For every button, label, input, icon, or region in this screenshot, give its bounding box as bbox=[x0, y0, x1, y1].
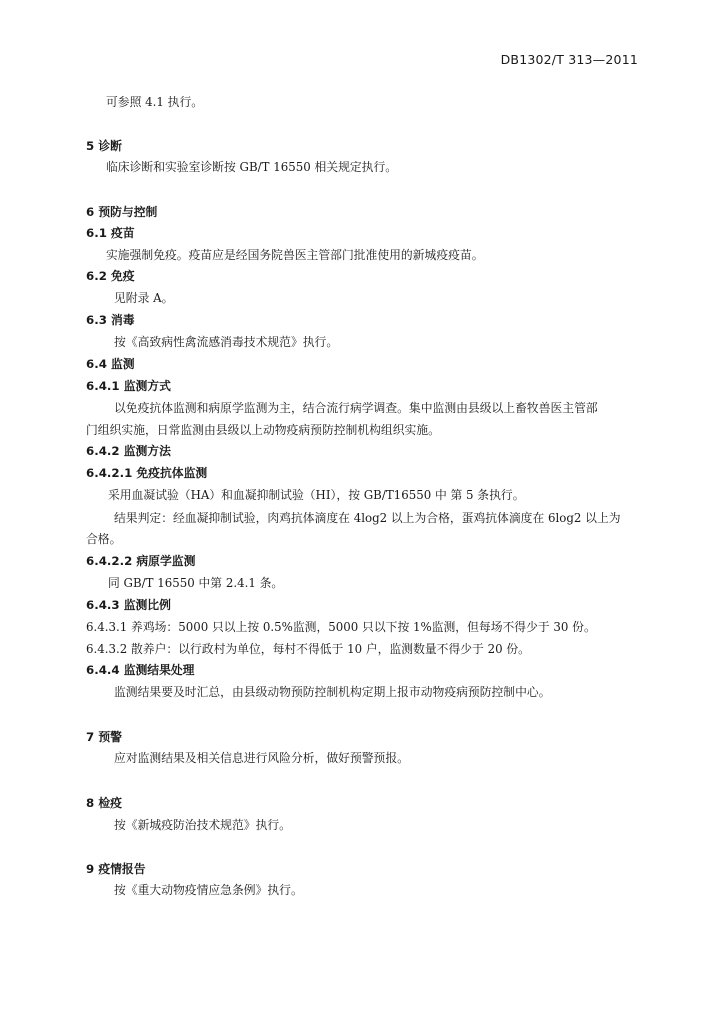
body-text: 按《新城疫防治技术规范》执行。 bbox=[114, 818, 291, 832]
subsection-heading: 6.4.1 监测方式 bbox=[86, 379, 171, 393]
body-text: 6.4.3.1 养鸡场：5000 只以上按 0.5%监测，5000 只以下按 1%监测，但每场不得少于 30 份。 bbox=[86, 620, 596, 634]
subsection-heading: 6.4.2.2 病原学监测 bbox=[86, 554, 196, 568]
body-text: 合格。 bbox=[86, 532, 122, 546]
body-text: 以免疫抗体监测和病原学监测为主，结合流行病学调查。集中监测由县级以上畜牧兽医主管部 bbox=[114, 401, 598, 415]
subsection-heading: 6.3 消毒 bbox=[86, 313, 135, 327]
section-heading: 7 预警 bbox=[86, 730, 122, 744]
body-text: 6.4.3.2 散养户：以行政村为单位，每村不得低于 10 户，监测数量不得少于 20 份。 bbox=[86, 642, 530, 656]
subsection-heading: 6.4.3 监测比例 bbox=[86, 598, 171, 612]
body-text: 临床诊断和实验室诊断按 GB/T 16550 相关规定执行。 bbox=[106, 160, 398, 174]
subsection-heading: 6.4.2 监测方法 bbox=[86, 444, 171, 458]
body-text: 按《高致病性禽流感消毒技术规范》执行。 bbox=[114, 335, 339, 349]
body-text: 见附录 A。 bbox=[114, 291, 174, 305]
body-text: 应对监测结果及相关信息进行风险分析，做好预警预报。 bbox=[114, 751, 409, 765]
subsection-heading: 6.2 免疫 bbox=[86, 269, 135, 283]
body-text: 采用血凝试验（HA）和血凝抑制试验（HI），按 GB/T16550 中 第 5 条执行。 bbox=[108, 488, 525, 502]
subsection-heading: 6.4.2.1 免疫抗体监测 bbox=[86, 466, 208, 480]
body-text: 实施强制免疫。疫苗应是经国务院兽医主管部门批准使用的新城疫疫苗。 bbox=[106, 248, 484, 262]
section-heading: 9 疫情报告 bbox=[86, 862, 146, 876]
body-text: 同 GB/T 16550 中第 2.4.1 条。 bbox=[108, 576, 284, 590]
body-text: 结果判定：经血凝抑制试验，肉鸡抗体滴度在 4log2 以上为合格，蛋鸡抗体滴度在 6log2 以上为 bbox=[114, 511, 621, 525]
document-code: DB1302/T 313—2011 bbox=[500, 52, 638, 67]
section-heading: 8 检疫 bbox=[86, 796, 122, 810]
section-heading: 5 诊断 bbox=[86, 139, 122, 153]
subsection-heading: 6.4.4 监测结果处理 bbox=[86, 663, 195, 677]
body-text: 可参照 4.1 执行。 bbox=[106, 95, 204, 109]
body-text: 监测结果要及时汇总，由县级动物预防控制机构定期上报市动物疫病预防控制中心。 bbox=[114, 685, 551, 699]
section-heading: 6 预防与控制 bbox=[86, 205, 158, 219]
subsection-heading: 6.1 疫苗 bbox=[86, 226, 135, 240]
body-text: 门组织实施，日常监测由县级以上动物疫病预防控制机构组织实施。 bbox=[86, 423, 440, 437]
body-text: 按《重大动物疫情应急条例》执行。 bbox=[114, 883, 303, 897]
subsection-heading: 6.4 监测 bbox=[86, 357, 135, 371]
